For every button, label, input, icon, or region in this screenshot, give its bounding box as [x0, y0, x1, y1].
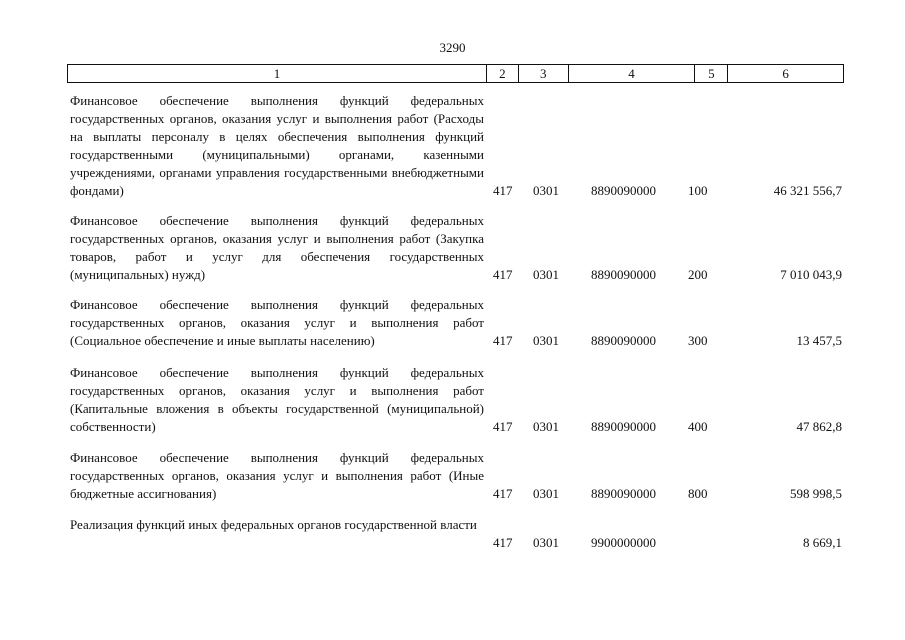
row-ved: 417 [493, 267, 513, 282]
row-description: Финансовое обеспечение выполнения функций федеральных государственных органов, оказания услуг и выполнения работ (Капитальные вложения в объекты государственной (муниципальной) собственности) [70, 365, 484, 434]
row-sum: 8 669,1 [803, 535, 842, 550]
row-ved: 417 [493, 486, 513, 501]
row-description: Финансовое обеспечение выполнения функций федеральных государственных органов, оказания услуг и выполнения работ (Иные бюджетные ассигнования) [70, 450, 484, 501]
page-number: 3290 [439, 40, 466, 55]
row-description: Финансовое обеспечение выполнения функций федеральных государственных органов, оказания услуг и выполнения работ (Социальное обеспечение и иные выплаты населению) [70, 297, 484, 348]
table-row [67, 516, 844, 552]
row-ved: 417 [493, 333, 513, 348]
row-sum: 598 998,5 [790, 486, 842, 501]
row-ved: 417 [493, 183, 513, 198]
header-col-2: 2 [487, 65, 519, 82]
table-row [67, 296, 844, 350]
row-sum: 7 010 043,9 [780, 267, 842, 282]
row-description: Реализация функций иных федеральных органов государственной власти [70, 517, 477, 532]
table-row [67, 364, 844, 436]
row-description: Финансовое обеспечение выполнения функций федеральных государственных органов, оказания услуг и выполнения работ (Закупка товаров, работ и услуг для обеспечения государственных (муниципальных) нужд) [70, 213, 484, 282]
table-row [67, 92, 844, 200]
row-csr: 8890090000 [591, 267, 656, 282]
row-vr: 100 [688, 183, 708, 198]
row-csr: 8890090000 [591, 183, 656, 198]
row-sum: 13 457,5 [796, 333, 842, 348]
row-vr: 800 [688, 486, 708, 501]
row-vr: 300 [688, 333, 708, 348]
row-rz: 0301 [533, 419, 559, 434]
header-col-3: 3 [519, 65, 569, 82]
row-vr: 200 [688, 267, 708, 282]
row-rz: 0301 [533, 535, 559, 550]
row-rz: 0301 [533, 333, 559, 348]
table-row [67, 449, 844, 503]
row-csr: 8890090000 [591, 419, 656, 434]
header-col-5: 5 [695, 65, 728, 82]
row-csr: 9900000000 [591, 535, 656, 550]
row-rz: 0301 [533, 486, 559, 501]
row-vr: 400 [688, 419, 708, 434]
row-csr: 8890090000 [591, 333, 656, 348]
header-col-4: 4 [569, 65, 696, 82]
row-sum: 46 321 556,7 [773, 183, 842, 198]
row-ved: 417 [493, 535, 513, 550]
table-header [67, 64, 844, 83]
table-row [67, 212, 844, 284]
row-rz: 0301 [533, 267, 559, 282]
row-csr: 8890090000 [591, 486, 656, 501]
header-col-6: 6 [782, 66, 789, 81]
row-rz: 0301 [533, 183, 559, 198]
row-description: Финансовое обеспечение выполнения функций федеральных государственных органов, оказания услуг и выполнения работ (Расходы на выплаты персоналу в целях обеспечения выполнения функций государственными (муниципальными) органами, казенными учреждениями, органами управления государственными внебюджетными фондами) [70, 93, 484, 198]
header-col-1: 1 [68, 65, 487, 82]
row-ved: 417 [493, 419, 513, 434]
row-sum: 47 862,8 [796, 419, 842, 434]
